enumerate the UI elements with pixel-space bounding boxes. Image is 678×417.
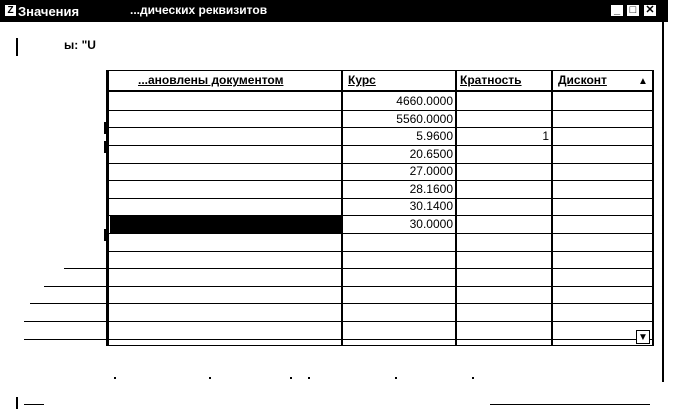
- maximize-button[interactable]: [626, 4, 640, 17]
- row-separator: [108, 286, 654, 287]
- row-separator: [108, 233, 654, 234]
- scan-speck: [395, 377, 397, 379]
- minimize-button[interactable]: [610, 4, 624, 17]
- scan-speck: [290, 377, 292, 379]
- column-header-multiplicity[interactable]: Кратность: [460, 73, 522, 87]
- column-separator: [455, 70, 457, 346]
- row-guide-line: [30, 303, 108, 304]
- row-separator: [108, 303, 654, 304]
- multiplicity-cell[interactable]: 1: [542, 129, 549, 143]
- column-header-rate[interactable]: Курс: [348, 73, 376, 87]
- row-separator: [108, 268, 654, 269]
- column-separator: [106, 70, 108, 346]
- maximize-icon: □: [629, 4, 637, 16]
- row-guide-line: [24, 339, 108, 340]
- scan-speck: [209, 377, 211, 379]
- row-separator: [108, 180, 654, 181]
- row-separator: [108, 145, 654, 146]
- column-separator: [341, 70, 343, 346]
- close-icon: ✕: [645, 4, 655, 16]
- rate-cell[interactable]: 30.1400: [409, 199, 453, 213]
- row-guide-line: [24, 321, 108, 322]
- row-guide-line: [44, 286, 108, 287]
- left-edge-marker: [16, 38, 18, 56]
- rate-cell[interactable]: 27.0000: [409, 164, 453, 178]
- bottom-edge-line: [24, 404, 44, 405]
- minimize-icon: _: [613, 4, 621, 16]
- close-button[interactable]: [643, 4, 657, 17]
- title-bar: [0, 0, 668, 22]
- selected-cell[interactable]: [110, 216, 342, 233]
- rate-cell[interactable]: 4660.0000: [396, 94, 453, 108]
- row-separator: [108, 127, 654, 128]
- row-separator: [108, 339, 654, 340]
- rate-cell[interactable]: 30.0000: [409, 217, 453, 231]
- bottom-edge-line: [490, 404, 650, 405]
- rate-cell[interactable]: 5.9600: [416, 129, 453, 143]
- left-edge-marker: [16, 397, 18, 409]
- rate-cell[interactable]: 28.1600: [409, 182, 453, 196]
- sort-up-icon[interactable]: ▲: [638, 76, 648, 87]
- rate-cell[interactable]: 20.6500: [409, 147, 453, 161]
- column-separator: [652, 70, 654, 346]
- app-icon: Z: [5, 5, 16, 16]
- window-tab-title[interactable]: Значения: [18, 4, 80, 19]
- row-guide-line: [64, 268, 108, 269]
- row-separator: [108, 251, 654, 252]
- scan-speck: [114, 377, 116, 379]
- row-separator: [108, 321, 654, 322]
- subheader-label: ы: "U: [64, 38, 96, 52]
- column-header-document[interactable]: ...ановлены документом: [138, 73, 284, 87]
- column-header-discount[interactable]: Дисконт: [558, 73, 607, 87]
- scan-speck: [472, 377, 474, 379]
- column-separator: [551, 70, 553, 346]
- grid-header: [108, 70, 654, 92]
- window-title: ...дических реквизитов: [130, 3, 268, 17]
- row-separator: [108, 110, 654, 111]
- scroll-down-icon[interactable]: ▼: [636, 330, 650, 344]
- scan-speck: [308, 377, 310, 379]
- window-right-border: [662, 22, 664, 382]
- rate-cell[interactable]: 5560.0000: [396, 112, 453, 126]
